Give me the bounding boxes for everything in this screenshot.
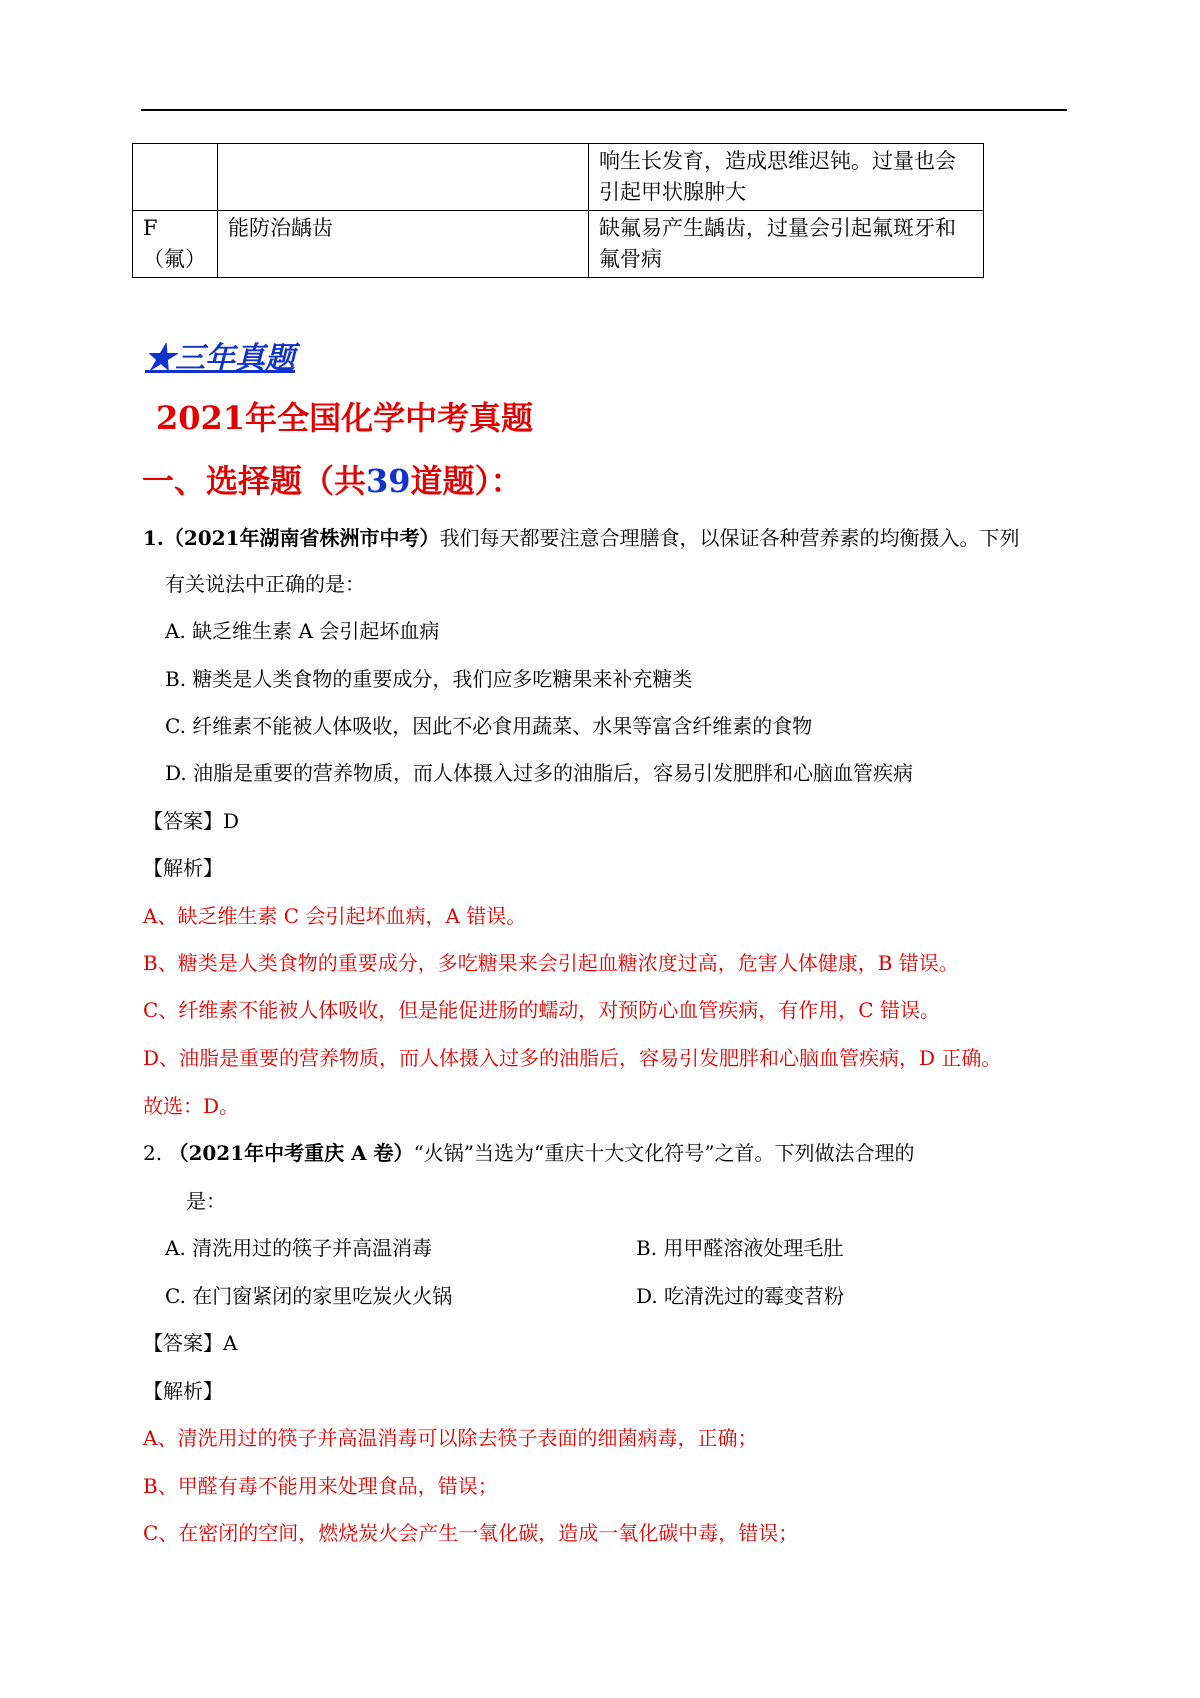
q1-analysis-d: D、油脂是重要的营养物质，而人体摄入过多的油脂后，容易引发肥胖和心脑血管疾病，D 正确。	[143, 1046, 1002, 1070]
q2-answer	[143, 1327, 237, 1356]
q2-analysis-b: B、甲醛有毒不能用来处理食品，错误；	[143, 1474, 498, 1498]
year-title: 2021年全国化学中考真题	[156, 399, 534, 437]
answer-label: 【答案】	[143, 1331, 223, 1355]
q1-source: （2021年湖南省株洲市中考）	[163, 526, 440, 550]
function-cell	[218, 144, 589, 211]
table-row	[133, 144, 984, 211]
q2-stem-line2: 是：	[186, 1189, 226, 1213]
q2-stem-text: “火锅”当选为“重庆十大文化符号”之首。下列做法合理的	[413, 1141, 915, 1165]
part-title	[142, 456, 523, 502]
q2-analysis-a: A、清洗用过的筷子并高温消毒可以除去筷子表面的细菌病毒，正确；	[143, 1426, 758, 1450]
q2-analysis-label: 【解析】	[143, 1379, 223, 1403]
q2-stem	[143, 1137, 914, 1166]
effect-cell	[589, 144, 984, 211]
q1-option-b: B. 糖类是人类食物的重要成分，我们应多吃糖果来补充糖类	[165, 667, 693, 691]
part-title-prefix: 一、选择题（共	[142, 462, 367, 500]
q2-option-b: B. 用甲醛溶液处理毛肚	[636, 1236, 844, 1260]
q1-stem	[143, 522, 1020, 551]
effect-cell	[589, 211, 984, 278]
q2-number: 2.	[143, 1141, 163, 1165]
effect-line: 缺氟易产生龋齿，过量会引起氟斑牙和	[599, 216, 956, 240]
q2-analysis-c: C、在密闭的空间，燃烧炭火会产生一氧化碳，造成一氧化碳中毒，错误；	[143, 1521, 799, 1545]
effect-line: 引起甲状腺肿大	[599, 180, 746, 204]
table-row	[133, 211, 984, 278]
element-cell	[133, 144, 218, 211]
q1-option-d: D. 油脂是重要的营养物质，而人体摄入过多的油脂后，容易引发肥胖和心脑血管疾病	[165, 761, 914, 785]
answer-label: 【答案】	[143, 809, 223, 833]
q2-option-c: C. 在门窗紧闭的家里吃炭火火锅	[165, 1284, 453, 1308]
question-count: 39	[366, 462, 411, 500]
section-heading: ★三年真题	[145, 341, 295, 376]
q1-analysis-c: C、纤维素不能被人体吸收，但是能促进肠的蠕动，对预防心血管疾病，有作用，C 错误。	[143, 998, 940, 1022]
function-cell: 能防治龋齿	[218, 211, 589, 278]
q2-option-a: A. 清洗用过的筷子并高温消毒	[165, 1236, 433, 1260]
q1-analysis-label: 【解析】	[143, 856, 223, 880]
part-title-suffix: 道题）：	[410, 462, 523, 500]
effect-line: 氟骨病	[599, 247, 662, 271]
header-rule	[141, 109, 1067, 111]
q1-conclusion: 故选：D。	[143, 1094, 240, 1118]
q1-analysis-a: A、缺乏维生素 C 会引起坏血病，A 错误。	[143, 904, 527, 928]
q1-option-c: C. 纤维素不能被人体吸收，因此不必食用蔬菜、水果等富含纤维素的食物	[165, 714, 813, 738]
q1-stem-line2: 有关说法中正确的是：	[165, 572, 365, 596]
q1-analysis-b: B、糖类是人类食物的重要成分，多吃糖果来会引起血糖浓度过高，危害人体健康，B 错误。	[143, 951, 959, 975]
q1-option-a: A. 缺乏维生素 A 会引起坏血病	[165, 619, 440, 643]
effect-line: 响生长发育，造成思维迟钝。过量也会	[599, 149, 956, 173]
q2-source: （2021年中考重庆 A 卷）	[168, 1141, 414, 1165]
element-cell: F（氟）	[133, 211, 218, 278]
q2-option-d: D. 吃清洗过的霉变苕粉	[636, 1284, 845, 1308]
q1-number: 1.	[143, 526, 164, 550]
nutrient-table	[132, 143, 984, 278]
answer-value: A	[223, 1331, 238, 1355]
q1-stem-text: 我们每天都要注意合理膳食，以保证各种营养素的均衡摄入。下列	[439, 526, 1020, 550]
answer-value: D	[223, 809, 240, 833]
q1-answer	[143, 805, 239, 834]
